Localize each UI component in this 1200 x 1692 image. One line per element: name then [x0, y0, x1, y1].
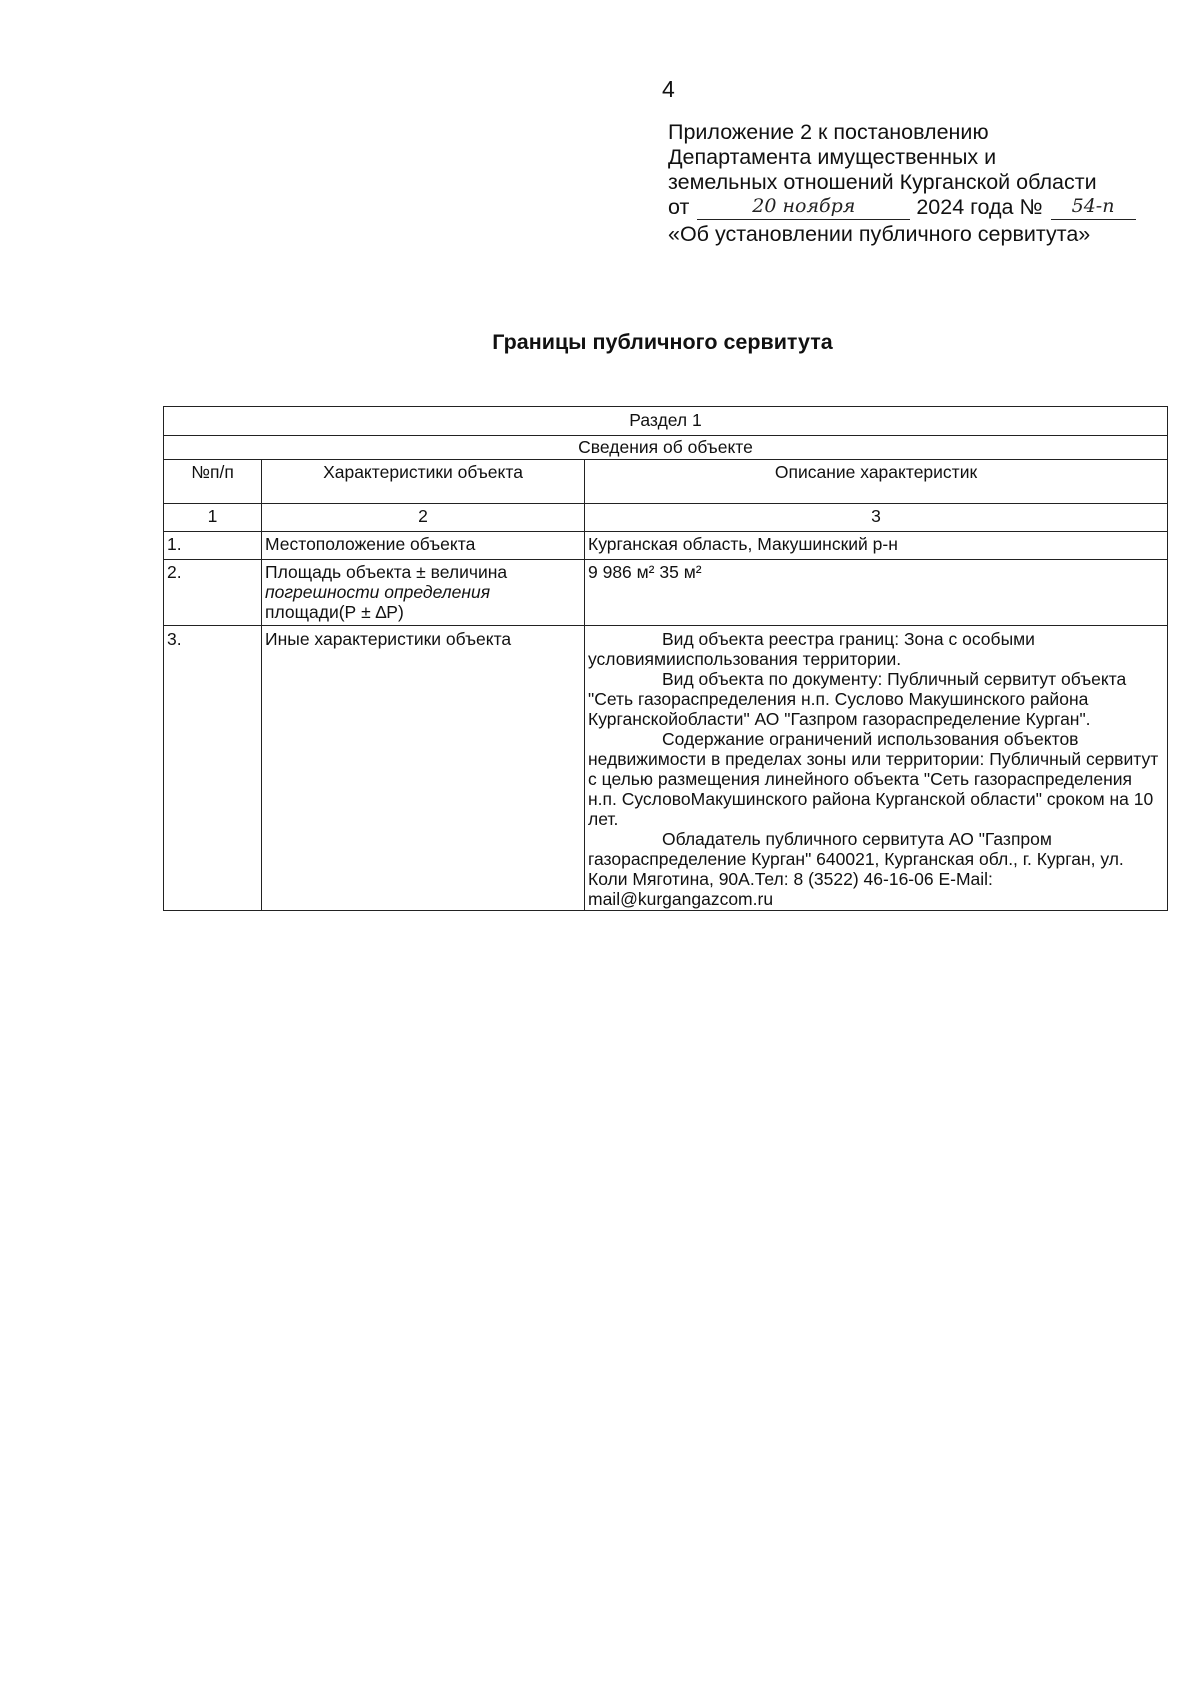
column-header: Описание характеристик	[585, 460, 1168, 504]
header-line: Департамента имущественных и	[668, 145, 997, 169]
date-year: 2024 года №	[916, 195, 1043, 219]
row-name-line: площади(Р ± ∆Р)	[265, 602, 404, 622]
column-header: Характеристики объекта	[262, 460, 585, 504]
row-name	[262, 560, 585, 626]
page-number: 4	[662, 76, 675, 102]
column-header: №п/п	[164, 460, 262, 504]
row-number: 1.	[164, 532, 262, 560]
header-line: Приложение 2 к постановлению	[668, 120, 989, 144]
subsection-cell: Сведения об объекте	[164, 436, 1168, 460]
row-number: 2.	[164, 560, 262, 626]
table-row	[164, 626, 1168, 911]
row-name: Местоположение объекта	[262, 532, 585, 560]
appendix-header	[668, 120, 1136, 247]
row-name-line: погрешности определения	[265, 582, 491, 602]
section-row	[164, 407, 1168, 436]
column-number: 3	[585, 504, 1168, 532]
row-value: 9 986 м² 35 м²	[585, 560, 1168, 626]
description-paragraph: Вид объекта реестра границ: Зона с особыми условиямииспользования территории.	[588, 629, 1035, 669]
header-date-line	[668, 195, 1136, 222]
document-title: Границы публичного сервитута	[492, 330, 833, 354]
row-value: Курганская область, Макушинский р-н	[585, 532, 1168, 560]
column-number: 1	[164, 504, 262, 532]
row-value	[585, 626, 1168, 911]
column-number: 2	[262, 504, 585, 532]
date-prefix: от	[668, 195, 690, 219]
subsection-row	[164, 436, 1168, 460]
description-paragraph: Содержание ограничений использования объектов недвижимости в пределах зоны или территории: Публичный сервитут с целью размещения линейного объекта "Сеть газораспределения н.п. СусловоМакушинского района Курганской области" сроком на 10 лет.	[588, 729, 1159, 829]
row-number: 3.	[164, 626, 262, 911]
handwritten-number: 54-п	[1071, 195, 1115, 217]
description-paragraph: Вид объекта по документу: Публичный сервитут объекта "Сеть газораспределения н.п. Суслово Макушинского района Курганскойобласти" АО "Газпром газораспределение Курган".	[588, 669, 1127, 729]
column-header-row	[164, 460, 1168, 504]
handwritten-date: 20 ноября	[752, 195, 856, 217]
table-row	[164, 560, 1168, 626]
date-field	[697, 193, 910, 220]
row-name: Иные характеристики объекта	[262, 626, 585, 911]
table-row	[164, 532, 1168, 560]
number-field	[1051, 193, 1136, 220]
header-line: земельных отношений Курганской области	[668, 170, 1097, 194]
object-table	[163, 406, 1168, 911]
header-line: «Об установлении публичного сервитута»	[668, 222, 1091, 246]
section-cell: Раздел 1	[164, 407, 1168, 436]
row-name-line: Площадь объекта ± величина	[265, 562, 508, 582]
column-number-row	[164, 504, 1168, 532]
description-paragraph: Обладатель публичного сервитута АО "Газпром газораспределение Курган" 640021, Курганская обл., г. Курган, ул. Коли Мяготина, 90А.Тел: 8 (3522) 46-16-06 E-Mail: mail@kurgangazcom.ru	[588, 829, 1124, 909]
